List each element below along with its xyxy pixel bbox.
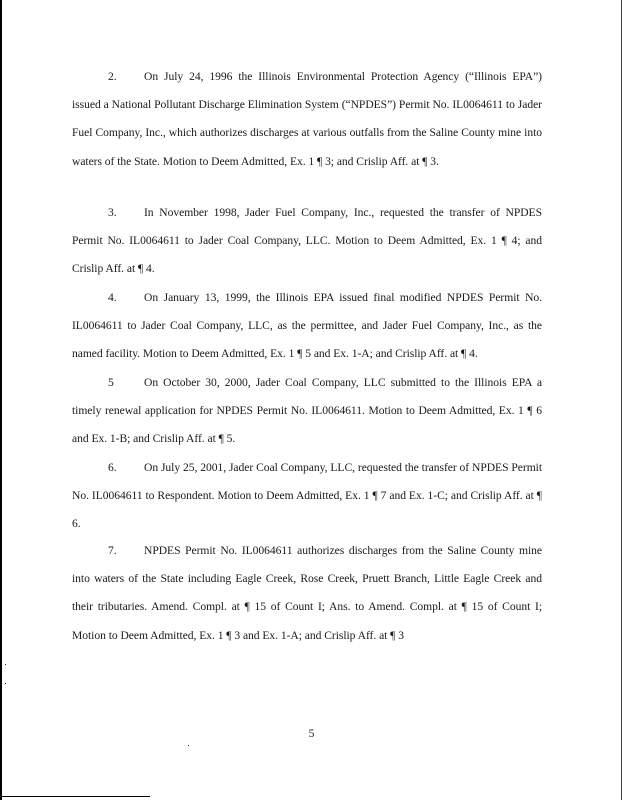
- paragraph-text: On July 24, 1996 the Illinois Environmental Protection Agency (“Illinois EPA”) issued a National Pollutant Discharge Elimination System (“NPDES”) Permit No. IL0064611 to Jader Fuel Company, Inc., which authorizes discharges at various outfalls from the Saline County mine into waters of the State. Motion to Deem Admitted, Ex. 1 ¶ 3; and Crislip Aff. at ¶ 3.: [72, 70, 542, 168]
- paragraph-text: On July 25, 2001, Jader Coal Company, LLC, requested the transfer of NPDES Permit No. IL0064611 to Respondent. Motion to Deem Admitted, Ex. 1 ¶ 7 and Ex. 1-C; and Crislip Aff. at ¶ 6.: [72, 461, 542, 531]
- paragraph-3: [72, 199, 542, 284]
- paragraph-number: 5: [108, 376, 114, 389]
- paragraph-2: [72, 63, 542, 176]
- paragraph-number: 6.: [108, 461, 117, 474]
- paragraph-number: 2.: [108, 70, 117, 83]
- footer-rule: [0, 796, 150, 797]
- paragraph-text: On January 13, 1999, the Illinois EPA issued final modified NPDES Permit No. IL0064611 to Jader Coal Company, LLC, as the permittee, and Jader Fuel Company, Inc., as the named facility. Motion to Deem Admitted, Ex. 1 ¶ 5 and Ex. 1-A; and Crislip Aff. at ¶ 4.: [72, 291, 542, 361]
- paragraph-4: [72, 284, 542, 369]
- paragraph-6: [72, 454, 542, 539]
- paragraph-text: On October 30, 2000, Jader Coal Company, LLC submitted to the Illinois EPA a timely renewal application for NPDES Permit No. IL0064611. Motion to Deem Admitted, Ex. 1 ¶ 6 and Ex. 1-B; and Crislip Aff. at ¶ 5.: [72, 376, 542, 446]
- paragraph-text: NPDES Permit No. IL0064611 authorizes discharges from the Saline County mine into waters of the State including Eagle Creek, Rose Creek, Pruett Branch, Little Eagle Creek and their tributaries. Amend. Compl. at ¶ 15 of Count I; Ans. to Amend. Compl. at ¶ 15 of Count I; Motion to Deem Admitted, Ex. 1 ¶ 3 and Ex. 1-A; and Crislip Aff. at ¶ 3: [72, 544, 542, 642]
- paragraph-5: [72, 369, 542, 454]
- scan-speck: [5, 664, 6, 665]
- scan-left-edge: [0, 0, 2, 800]
- scan-right-edge: [621, 0, 622, 800]
- page-number: 5: [308, 727, 315, 740]
- paragraph-7: [72, 537, 542, 650]
- paragraph-number: 7.: [108, 544, 117, 557]
- scan-speck: [188, 745, 189, 746]
- paragraph-text: In November 1998, Jader Fuel Company, Inc., requested the transfer of NPDES Permit No. IL0064611 to Jader Coal Company, LLC. Motion to Deem Admitted, Ex. 1 ¶ 4; and Crislip Aff. at ¶ 4.: [72, 206, 542, 276]
- paragraph-number: 3.: [108, 206, 117, 219]
- scan-speck: [5, 683, 6, 684]
- paragraph-number: 4.: [108, 291, 117, 304]
